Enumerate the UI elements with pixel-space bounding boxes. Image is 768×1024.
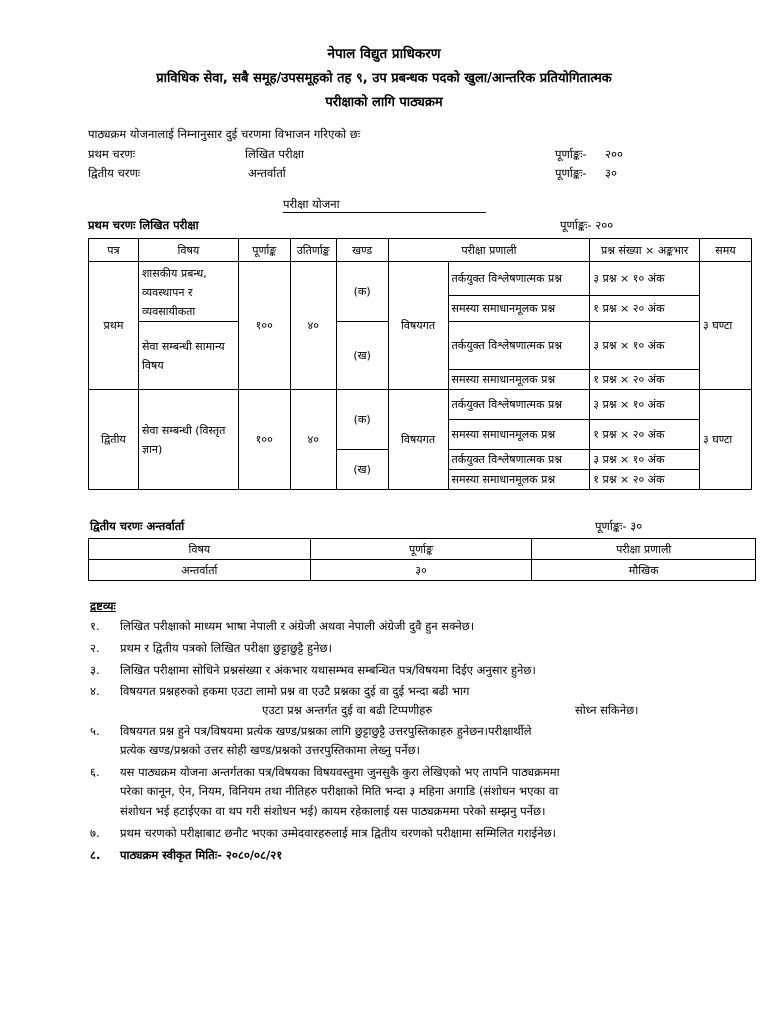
col-header-exam-system: परीक्षा प्रणाली (388, 239, 590, 262)
paper2-qty-2: १ प्रश्न × २० अंक (590, 420, 700, 450)
col-header-time: समय (700, 239, 752, 262)
table-row (89, 262, 752, 296)
paper2-section-b: (ख) (336, 450, 388, 490)
paper2-time: ३ घण्टा (700, 390, 752, 490)
paper1-section-b: (ख) (336, 322, 388, 390)
paper2-system: विषयगत (388, 390, 448, 490)
note-text: यस पाठ्यक्रम योजना अन्तर्गतका पत्र/विषयका विषयवस्तुमा जुनसुकै कुरा लेखिएको भए तापनि पाठ्यक्रममा (120, 765, 560, 779)
paper1-system: विषयगत (388, 262, 448, 390)
interview-header-subject: विषय (89, 539, 311, 560)
paper2-qty-4: १ प्रश्न × २० अंक (590, 470, 700, 490)
table-row (89, 390, 752, 420)
interview-header-system: परीक्षा प्रणाली (532, 539, 756, 560)
note-number: ७. (90, 826, 100, 840)
paper2-method-3: तर्कयुक्त विश्लेषणात्मक प्रश्न (448, 450, 590, 470)
paper1-qty-2: १ प्रश्न × २० अंक (590, 296, 700, 322)
col-header-pass-marks: उतिर्णाङ्क (290, 239, 336, 262)
col-header-full-marks: पूर्णाङ्क (238, 239, 290, 262)
col-header-section: खण्ड (336, 239, 388, 262)
note-number: ३. (90, 663, 100, 677)
interview-full-marks: ३० (310, 560, 532, 581)
note-number: ५. (90, 724, 100, 738)
paper2-method-1: तर्कयुक्त विश्लेषणात्मक प्रश्न (448, 390, 590, 420)
col-header-question-count: प्रश्न संख्या × अङ्कभार (590, 239, 700, 262)
paper1-name: प्रथम (89, 262, 139, 390)
paper2-name: द्वितीय (89, 390, 139, 490)
note-text-continued: संशोधन भई हटाईएका वा थप गरी संशोधन भई) कायम रहेकालाई यस पाठ्यक्रममा परेको सम्झनु पर्नेछ। (120, 804, 546, 818)
phase2-marks: ३० (605, 166, 617, 180)
paper2-subject: सेवा सम्बन्धी (विस्तृत ज्ञान) (138, 390, 238, 490)
syllabus-title-line1: प्राविधिक सेवा, सबै समूह/उपसमूहको तह ९, उप प्रबन्धक पदको खुला/आन्तरिक प्रतियोगितात्मक (156, 71, 612, 86)
exam-plan-title: परीक्षा योजना (283, 197, 486, 213)
paper2-method-4: समस्या समाधानमूलक प्रश्न (448, 470, 590, 490)
note-number: २. (90, 641, 100, 655)
paper1-qty-1: ३ प्रश्न × १० अंक (590, 262, 700, 296)
table-header-row (89, 539, 756, 560)
paper1-full-marks: १०० (238, 262, 290, 390)
note-number: ४. (90, 684, 100, 698)
first-phase-title: प्रथम चरणः लिखित परीक्षा (88, 218, 199, 232)
approval-date: पाठ्यक्रम स्वीकृत मितिः- २०८०/०८/२१ (120, 848, 283, 862)
exam-plan-table (88, 238, 752, 490)
note-text: लिखित परीक्षाको माध्यम भाषा नेपाली र अंग्रेजी अथवा नेपाली अंग्रेजी दुवै हुन सक्नेछ। (120, 619, 475, 633)
paper1-qty-3: ३ प्रश्न × १० अंक (590, 322, 700, 370)
paper2-section-a: (क) (336, 390, 388, 450)
paper2-method-2: समस्या समाधानमूलक प्रश्न (448, 420, 590, 450)
note-number: ६. (90, 765, 100, 779)
phase1-type: लिखित परीक्षा (245, 147, 304, 161)
paper1-time: ३ घण्टा (700, 262, 752, 390)
note-number: ८. (90, 848, 101, 862)
paper1-subject-a: शासकीय प्रबन्ध, व्यवस्थापन र व्यवसायीकता (138, 262, 238, 322)
paper1-method-1: तर्कयुक्त विश्लेषणात्मक प्रश्न (448, 262, 590, 296)
col-header-paper: पत्र (89, 239, 139, 262)
interview-table (88, 538, 756, 581)
syllabus-title-line2: परीक्षाको लागि पाठ्यक्रम (325, 95, 443, 110)
note-text: प्रथम चरणको परीक्षाबाट छनौट भएका उम्मेदवारहरुलाई मात्र द्वितीय चरणको परीक्षामा सम्मिलित गराईनेछ। (120, 826, 556, 840)
note-number: १. (90, 619, 100, 633)
note-text-continued: सोध्न सकिनेछ। (575, 703, 639, 717)
paper1-method-4: समस्या समाधानमूलक प्रश्न (448, 370, 590, 390)
paper2-full-marks: १०० (238, 390, 290, 490)
note-text-continued: प्रत्येक खण्ड/प्रश्नको उत्तर सोही खण्ड/प्रश्नको उत्तरपुस्तिकामा लेख्नु पर्नेछ। (120, 743, 420, 757)
intro-text: पाठ्यक्रम योजनालाई निम्नानुसार दुई चरणमा विभाजन गरिएको छः (88, 127, 361, 141)
paper1-pass-marks: ४० (290, 262, 336, 390)
phase2-label: द्वितीय चरणः (88, 166, 141, 180)
org-title: नेपाल विद्युत प्राधिकरण (327, 46, 441, 62)
paper1-method-3: तर्कयुक्त विश्लेषणात्मक प्रश्न (448, 322, 590, 370)
phase2-marks-label: पूर्णाङ्कः- (555, 166, 587, 180)
table-header-row (89, 239, 752, 262)
phase1-marks: २०० (605, 147, 623, 161)
phase1-label: प्रथम चरणः (88, 147, 136, 161)
note-text: लिखित परीक्षामा सोधिने प्रश्नसंख्या र अंकभार यथासम्भव सम्बन्धित पत्र/विषयमा दिईए अनुसार हुनेछ। (120, 663, 536, 677)
notes-title: द्रष्टव्यः (90, 599, 116, 613)
phase1-marks-label: पूर्णाङ्कः- (555, 147, 587, 161)
note-text: विषयगत प्रश्न हुने पत्र/विषयमा प्रत्येक खण्ड/प्रश्नका लागि छुट्टाछुट्टै उत्तरपुस्तिकाहरु हुनेछन।परीक्षार्थीले (120, 724, 532, 738)
interview-subject: अन्तर्वार्ता (89, 560, 311, 581)
interview-system: मौखिक (532, 560, 756, 581)
paper1-subject-b: सेवा सम्बन्धी सामान्य विषय (138, 322, 238, 390)
phase2-type: अन्तर्वार्ता (248, 166, 286, 180)
paper1-qty-4: १ प्रश्न × २० अंक (590, 370, 700, 390)
first-phase-marks: पूर्णाङ्कः- २०० (560, 218, 614, 232)
paper2-qty-1: ३ प्रश्न × १० अंक (590, 390, 700, 420)
paper2-pass-marks: ४० (290, 390, 336, 490)
interview-header-full-marks: पूर्णाङ्क (310, 539, 532, 560)
second-phase-title: द्वितीय चरणः अन्तर्वार्ता (90, 519, 185, 533)
paper1-method-2: समस्या समाधानमूलक प्रश्न (448, 296, 590, 322)
note-text: प्रथम र द्वितीय पत्रको लिखित परीक्षा छुट्टाछुट्टै हुनेछ। (120, 641, 332, 655)
note-text-continued: परेका कानून, ऐन, नियम, विनियम तथा नीतिहरु परीक्षाको मिति भन्दा ३ महिना अगाडि (संशोधन भएका वा (120, 784, 559, 798)
note-text-continued: एउटा प्रश्न अन्तर्गत दुई वा बढी टिप्पणीहरु (262, 703, 433, 717)
note-text: विषयगत प्रश्नहरुको हकमा एउटा लामो प्रश्न वा एउटै प्रश्नका दुई वा दुई भन्दा बढी भाग (120, 684, 470, 698)
second-phase-marks: पूर्णाङ्कः- ३० (595, 519, 643, 533)
col-header-subject: विषय (138, 239, 238, 262)
paper2-qty-3: ३ प्रश्न × १० अंक (590, 450, 700, 470)
paper1-section-a: (क) (336, 262, 388, 322)
table-row (89, 560, 756, 581)
